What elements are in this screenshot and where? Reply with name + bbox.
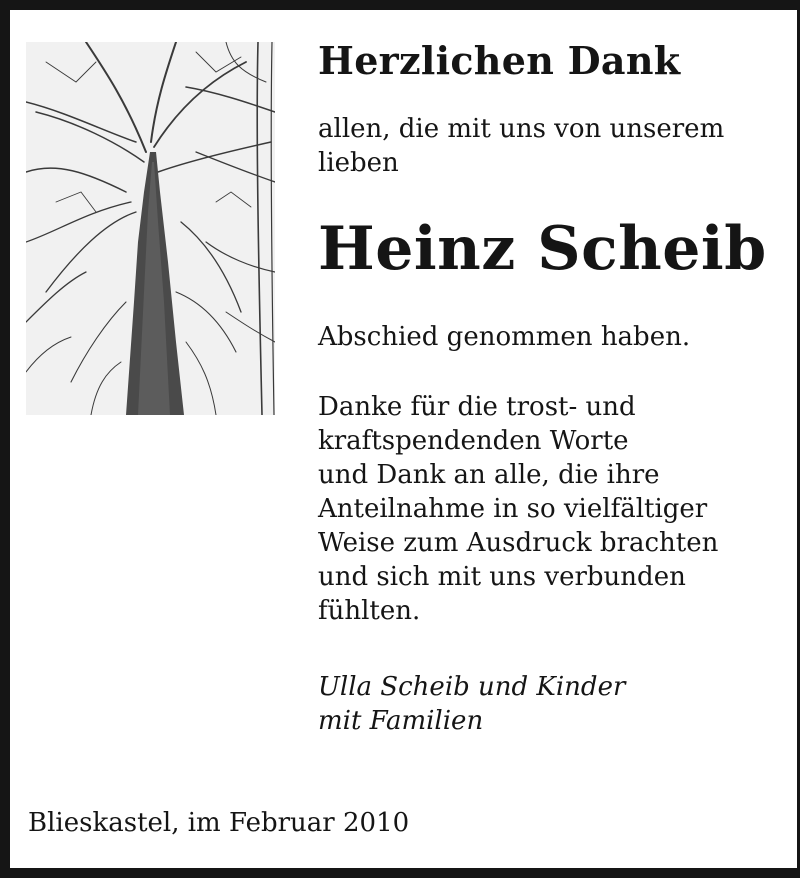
thanks-line-3: und Dank an alle, die ihre <box>318 460 660 490</box>
bare-tree-illustration <box>26 42 275 415</box>
thanks-line-1: Danke für die trost- und <box>318 392 636 422</box>
thanks-line-4: Anteilnahme in so vielfältiger <box>318 494 708 524</box>
deceased-name: Heinz Scheib <box>318 214 767 284</box>
signature-line-2: mit Familien <box>318 706 484 736</box>
intro-line-1: allen, die mit uns von unserem <box>318 114 725 144</box>
intro-line-2: lieben <box>318 148 399 178</box>
thanks-line-7: fühlten. <box>318 596 421 626</box>
thanks-line-2: kraftspendenden Worte <box>318 426 629 456</box>
thanks-line-5: Weise zum Ausdruck brachten <box>318 528 719 558</box>
farewell-line: Abschied genommen haben. <box>318 322 691 352</box>
place-date: Blieskastel, im Februar 2010 <box>28 808 410 838</box>
signature-line-1: Ulla Scheib und Kinder <box>318 672 626 702</box>
thanks-line-6: und sich mit uns verbunden <box>318 562 686 592</box>
heading: Herzlichen Dank <box>318 38 681 83</box>
tree-photo <box>26 42 275 415</box>
